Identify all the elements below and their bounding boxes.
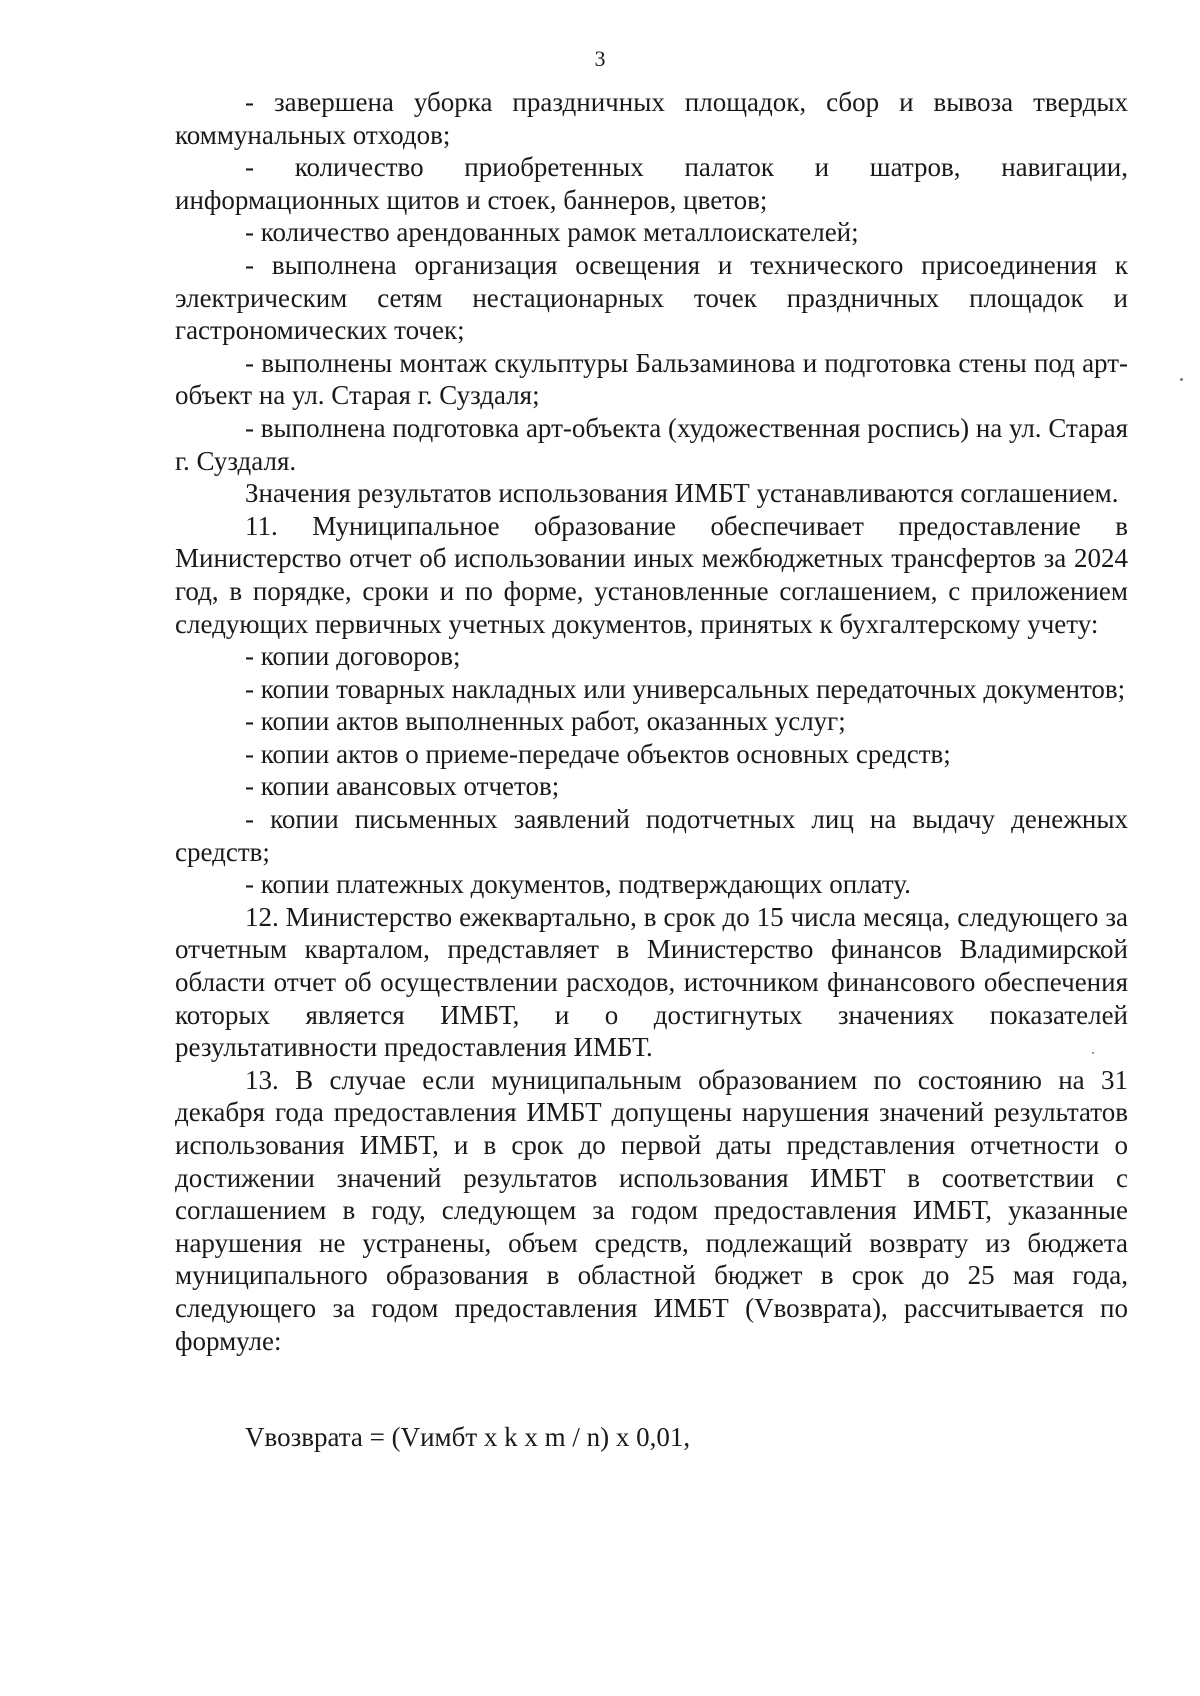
list-item-applications: - копии письменных заявлений подотчетных лиц на выдачу денежных средств;: [175, 804, 1128, 867]
list-item-sculpture: - выполнены монтаж скульптуры Бальзаминова и подготовка стены под арт-объект на ул. Старая г. Суздаля;: [175, 347, 1128, 411]
return-formula: Vвозврата = (Vимбт x k x m / n) x 0,01,: [245, 1422, 691, 1453]
list-item-metal-detectors: - количество арендованных рамок металлоискателей;: [245, 217, 859, 248]
paragraph-11: 11. Муниципальное образование обеспечивает предоставление в Министерство отчет об использовании иных межбюджетных трансфертов за 2024 год, в порядке, сроки и по форме, установленные соглашением, с приложением следующих первичных учетных документов, принятых к бухгалтерскому учету:: [175, 510, 1128, 639]
list-item-lighting: - выполнена организация освещения и технического присоединения к электрическим сетям нестационарных точек праздничных площадок и гастрономических точек;: [175, 249, 1128, 346]
list-item-cleanup: - завершена уборка праздничных площадок, сбор и вывоза твердых коммунальных отходов;: [175, 87, 1128, 150]
list-item-payments: - копии платежных документов, подтверждающих оплату.: [245, 869, 911, 900]
list-item-art-object: - выполнена подготовка арт-объекта (художественная роспись) на ул. Старая г. Суздаля.: [175, 412, 1128, 476]
list-item-asset-acts: - копии актов о приеме-передаче объектов основных средств;: [245, 738, 951, 769]
paragraph-12: 12. Министерство ежеквартально, в срок до 15 числа месяца, следующего за отчетным кварталом, представляет в Министерство финансов Владимирской области отчет об осуществлении расходов, источником финансового обеспечения которых является ИМБТ, и о достигнутых значениях показателей результативности предоставления ИМБТ.: [175, 901, 1128, 1063]
list-item-invoices: - копии товарных накладных или универсальных передаточных документов;: [245, 673, 1126, 704]
paragraph-results-values: Значения результатов использования ИМБТ устанавливаются соглашением.: [245, 478, 1119, 509]
page-number: 3: [594, 46, 606, 71]
document-body: [175, 86, 1128, 1454]
list-item-tents: - количество приобретенных палаток и шатров, навигации, информационных щитов и стоек, баннеров, цветов;: [175, 152, 1128, 215]
list-item-work-acts: - копии актов выполненных работ, оказанных услуг;: [245, 706, 846, 737]
list-item-advance-reports: - копии авансовых отчетов;: [245, 771, 560, 802]
paragraph-13: 13. В случае если муниципальным образованием по состоянию на 31 декабря года предоставления ИМБТ допущены нарушения значений результатов использования ИМБТ, и в срок до первой даты представления отчетности о достижении значений результатов использования ИМБТ в соответствии с соглашением в году, следующем за годом предоставления ИМБТ, указанные нарушения не устранены, объем средств, подлежащий возврату из бюджета муниципального образования в областной бюджет в срок до 25 мая года, следующего за годом предоставления ИМБТ (Vвозврата), рассчитывается по формуле:: [175, 1064, 1128, 1356]
scan-speck: [1092, 1052, 1094, 1054]
list-item-contracts: - копии договоров;: [245, 641, 461, 672]
scan-speck: [1180, 378, 1183, 381]
